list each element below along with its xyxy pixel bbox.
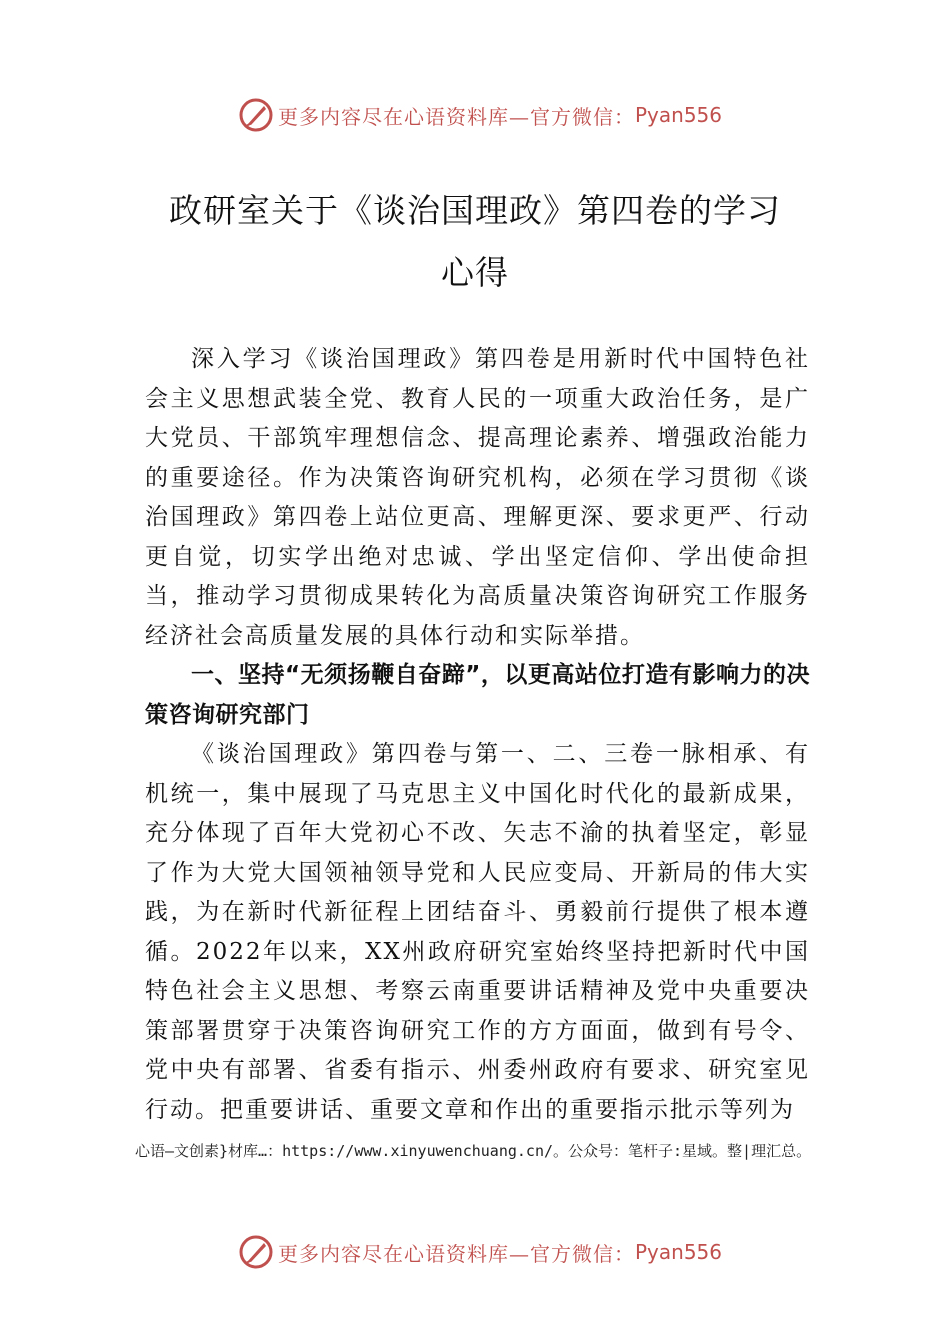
paragraph-intro: 深入学习《谈治国理政》第四卷是用新时代中国特色社会主义思想武装全党、教育人民的一项重大政治任务，是广大党员、干部筑牢理想信念、提高理论素养、增强政治能力的重要途径。作为决策咨询研究机构，必须在学习贯彻《谈治国理政》第四卷上站位更高、理解更深、要求更严、行动更自觉，切实学出绝对忠诚、学出坚定信仰、学出使命担当，推动学习贯彻成果转化为高质量决策咨询研究工作服务经济社会高质量发展的具体行动和实际举措。 <box>145 346 810 649</box>
section-heading-1: 一、坚持“无须扬鞭自奋蹄”，以更高站位打造有影响力的决策咨询研究部门 <box>145 662 810 728</box>
banner-text: 更多内容尽在心语资料库—官方微信： <box>278 104 635 129</box>
banner-wechat-id: Pyan556 <box>635 1240 723 1264</box>
title-line-1: 政研室关于《谈治国理政》第四卷的学习 <box>169 191 781 230</box>
document-body <box>145 340 810 1130</box>
paragraph-section-1: 《谈治国理政》第四卷与第一、二、三卷一脉相承、有机统一，集中展现了马克思主义中国化时代化的最新成果，充分体现了百年大党初心不改、矢志不渝的执着坚定，彰显了作为大党大国领袖领导党和人民应变局、开新局的伟大实践，为在新时代新征程上团结奋斗、勇毅前行提供了根本遵循。2022年以来，XX州政府研究室始终坚持把新时代中国特色社会主义思想、考察云南重要讲话精神及党中央重要决策部署贯穿于决策咨询研究工作的方方面面，做到有号令、党中央有部署、省委有指示、州委州政府有要求、研究室见行动。把重要讲话、重要文章和作出的重要指示批示等列为 <box>145 741 810 1123</box>
header-banner <box>238 95 758 135</box>
quill-seal-icon <box>238 1234 274 1270</box>
footer-banner <box>238 1232 758 1272</box>
quill-seal-icon <box>238 97 274 133</box>
document-title <box>110 180 840 304</box>
source-note: 心语—文创素}材库…：https://www.xinyuwenchuang.cn/。公众号：笔杆子:星域。整|理汇总。 <box>135 1142 812 1160</box>
banner-wechat-id: Pyan556 <box>635 103 723 127</box>
banner-text: 更多内容尽在心语资料库—官方微信： <box>278 1241 635 1266</box>
title-line-2: 心得 <box>441 253 509 292</box>
